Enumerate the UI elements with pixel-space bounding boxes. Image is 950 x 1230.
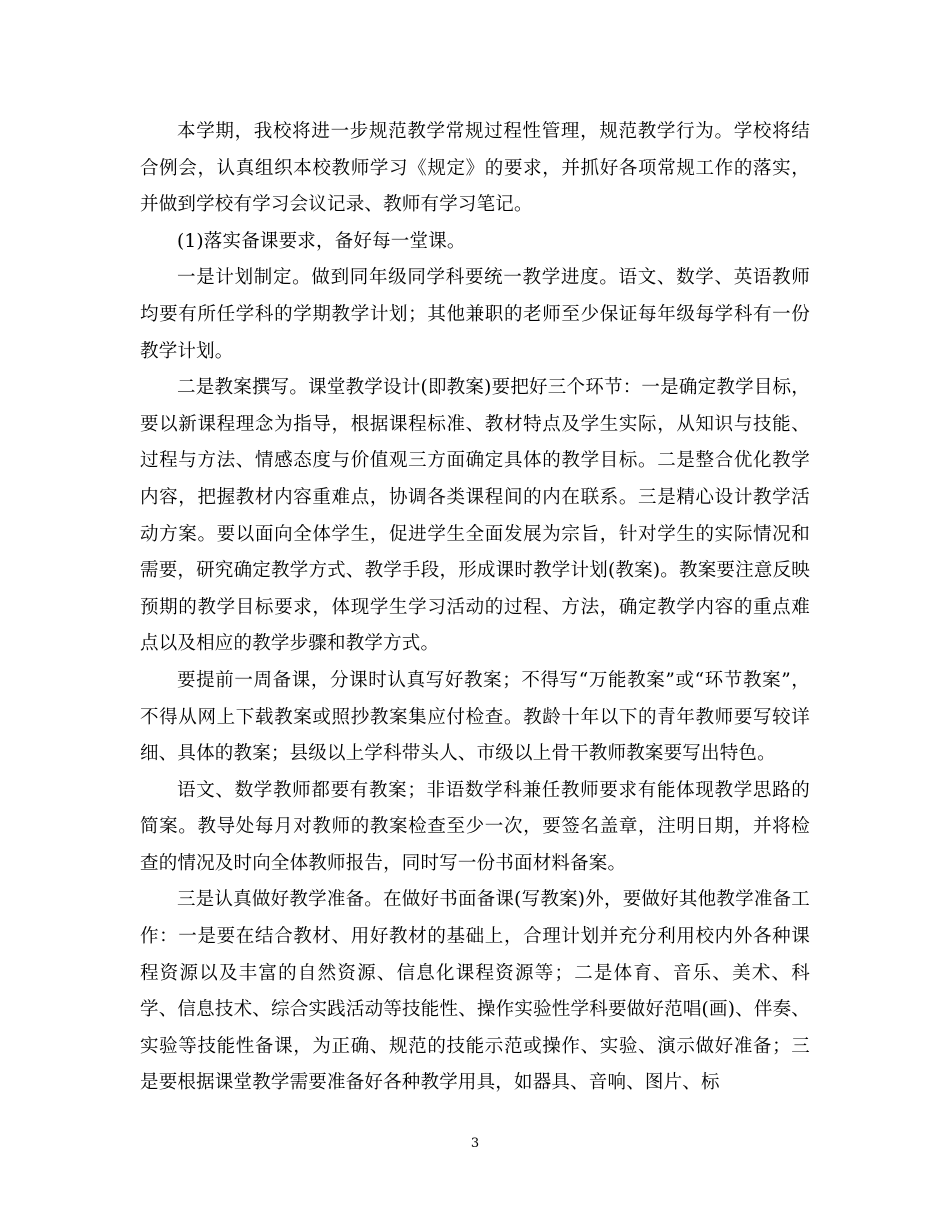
- paragraph-plan-making: 一是计划制定。做到同年级同学科要统一教学进度。语文、数学、英语教师均要有所任学科的学期教学计划；其他兼职的老师至少保证每年级每学科有一份教学计划。: [140, 267, 810, 362]
- paragraph-lesson-prep-heading: (1)落实备课要求，备好每一堂课。: [177, 230, 466, 252]
- paragraph-lesson-plan-writing: 二是教案撰写。课堂教学设计(即教案)要把好三个环节：一是确定教学目标，要以新课程理念为指导，根据课程标准、教材特点及学生实际，从知识与技能、过程与方法、情感态度与价值观三方面确定具体的教学目标。二是整合优化教学内容，把握教材内容重难点，协调各类课程间的内在联系。三是精心设计教学活动方案。要以面向全体学生，促进学生全面发展为宗旨，针对学生的实际情况和需要，研究确定教学方式、教学手段，形成课时教学计划(教案)。教案要注意反映预期的教学目标要求，体现学生学习活动的过程、方法，确定教学内容的重点难点以及相应的教学步骤和教学方式。: [140, 377, 810, 655]
- paragraph-intro: 本学期，我校将进一步规范教学常规过程性管理，规范教学行为。学校将结合例会，认真组织本校教师学习《规定》的要求，并抓好各项常规工作的落实，并做到学校有学习会议记录、教师有学习笔记。: [140, 121, 810, 216]
- paragraph-plan-inspection: 语文、数学教师都要有教案；非语数学科兼任教师要求有能体现教学思路的简案。教导处每月对教师的教案检查至少一次，要签名盖章，注明日期，并将检查的情况及时向全体教师报告，同时写一份书面材料备案。: [140, 779, 810, 874]
- paragraph-advance-preparation: 要提前一周备课，分课时认真写好教案；不得写“万能教案”或“环节教案”，不得从网上下载教案或照抄教案集应付检查。教龄十年以下的青年教师要写较详细、具体的教案；县级以上学科带头人、市级以上骨干教师教案要写出特色。: [140, 669, 810, 765]
- paragraph-teaching-preparation: 三是认真做好教学准备。在做好书面备课(写教案)外，要做好其他教学准备工作：一是要在结合教材、用好教材的基础上，合理计划并充分利用校内外各种课程资源以及丰富的自然资源、信息化课程资源等；二是体育、音乐、美术、科学、信息技术、综合实践活动等技能性、操作实验性学科要做好范唱(画)、伴奏、实验等技能性备课，为正确、规范的技能示范或操作、实验、演示做好准备；三是要根据课堂教学需要准备好各种教学用具，如器具、音响、图片、标: [140, 889, 810, 1094]
- document-body: [140, 114, 810, 1102]
- page-number: 3: [470, 1136, 480, 1151]
